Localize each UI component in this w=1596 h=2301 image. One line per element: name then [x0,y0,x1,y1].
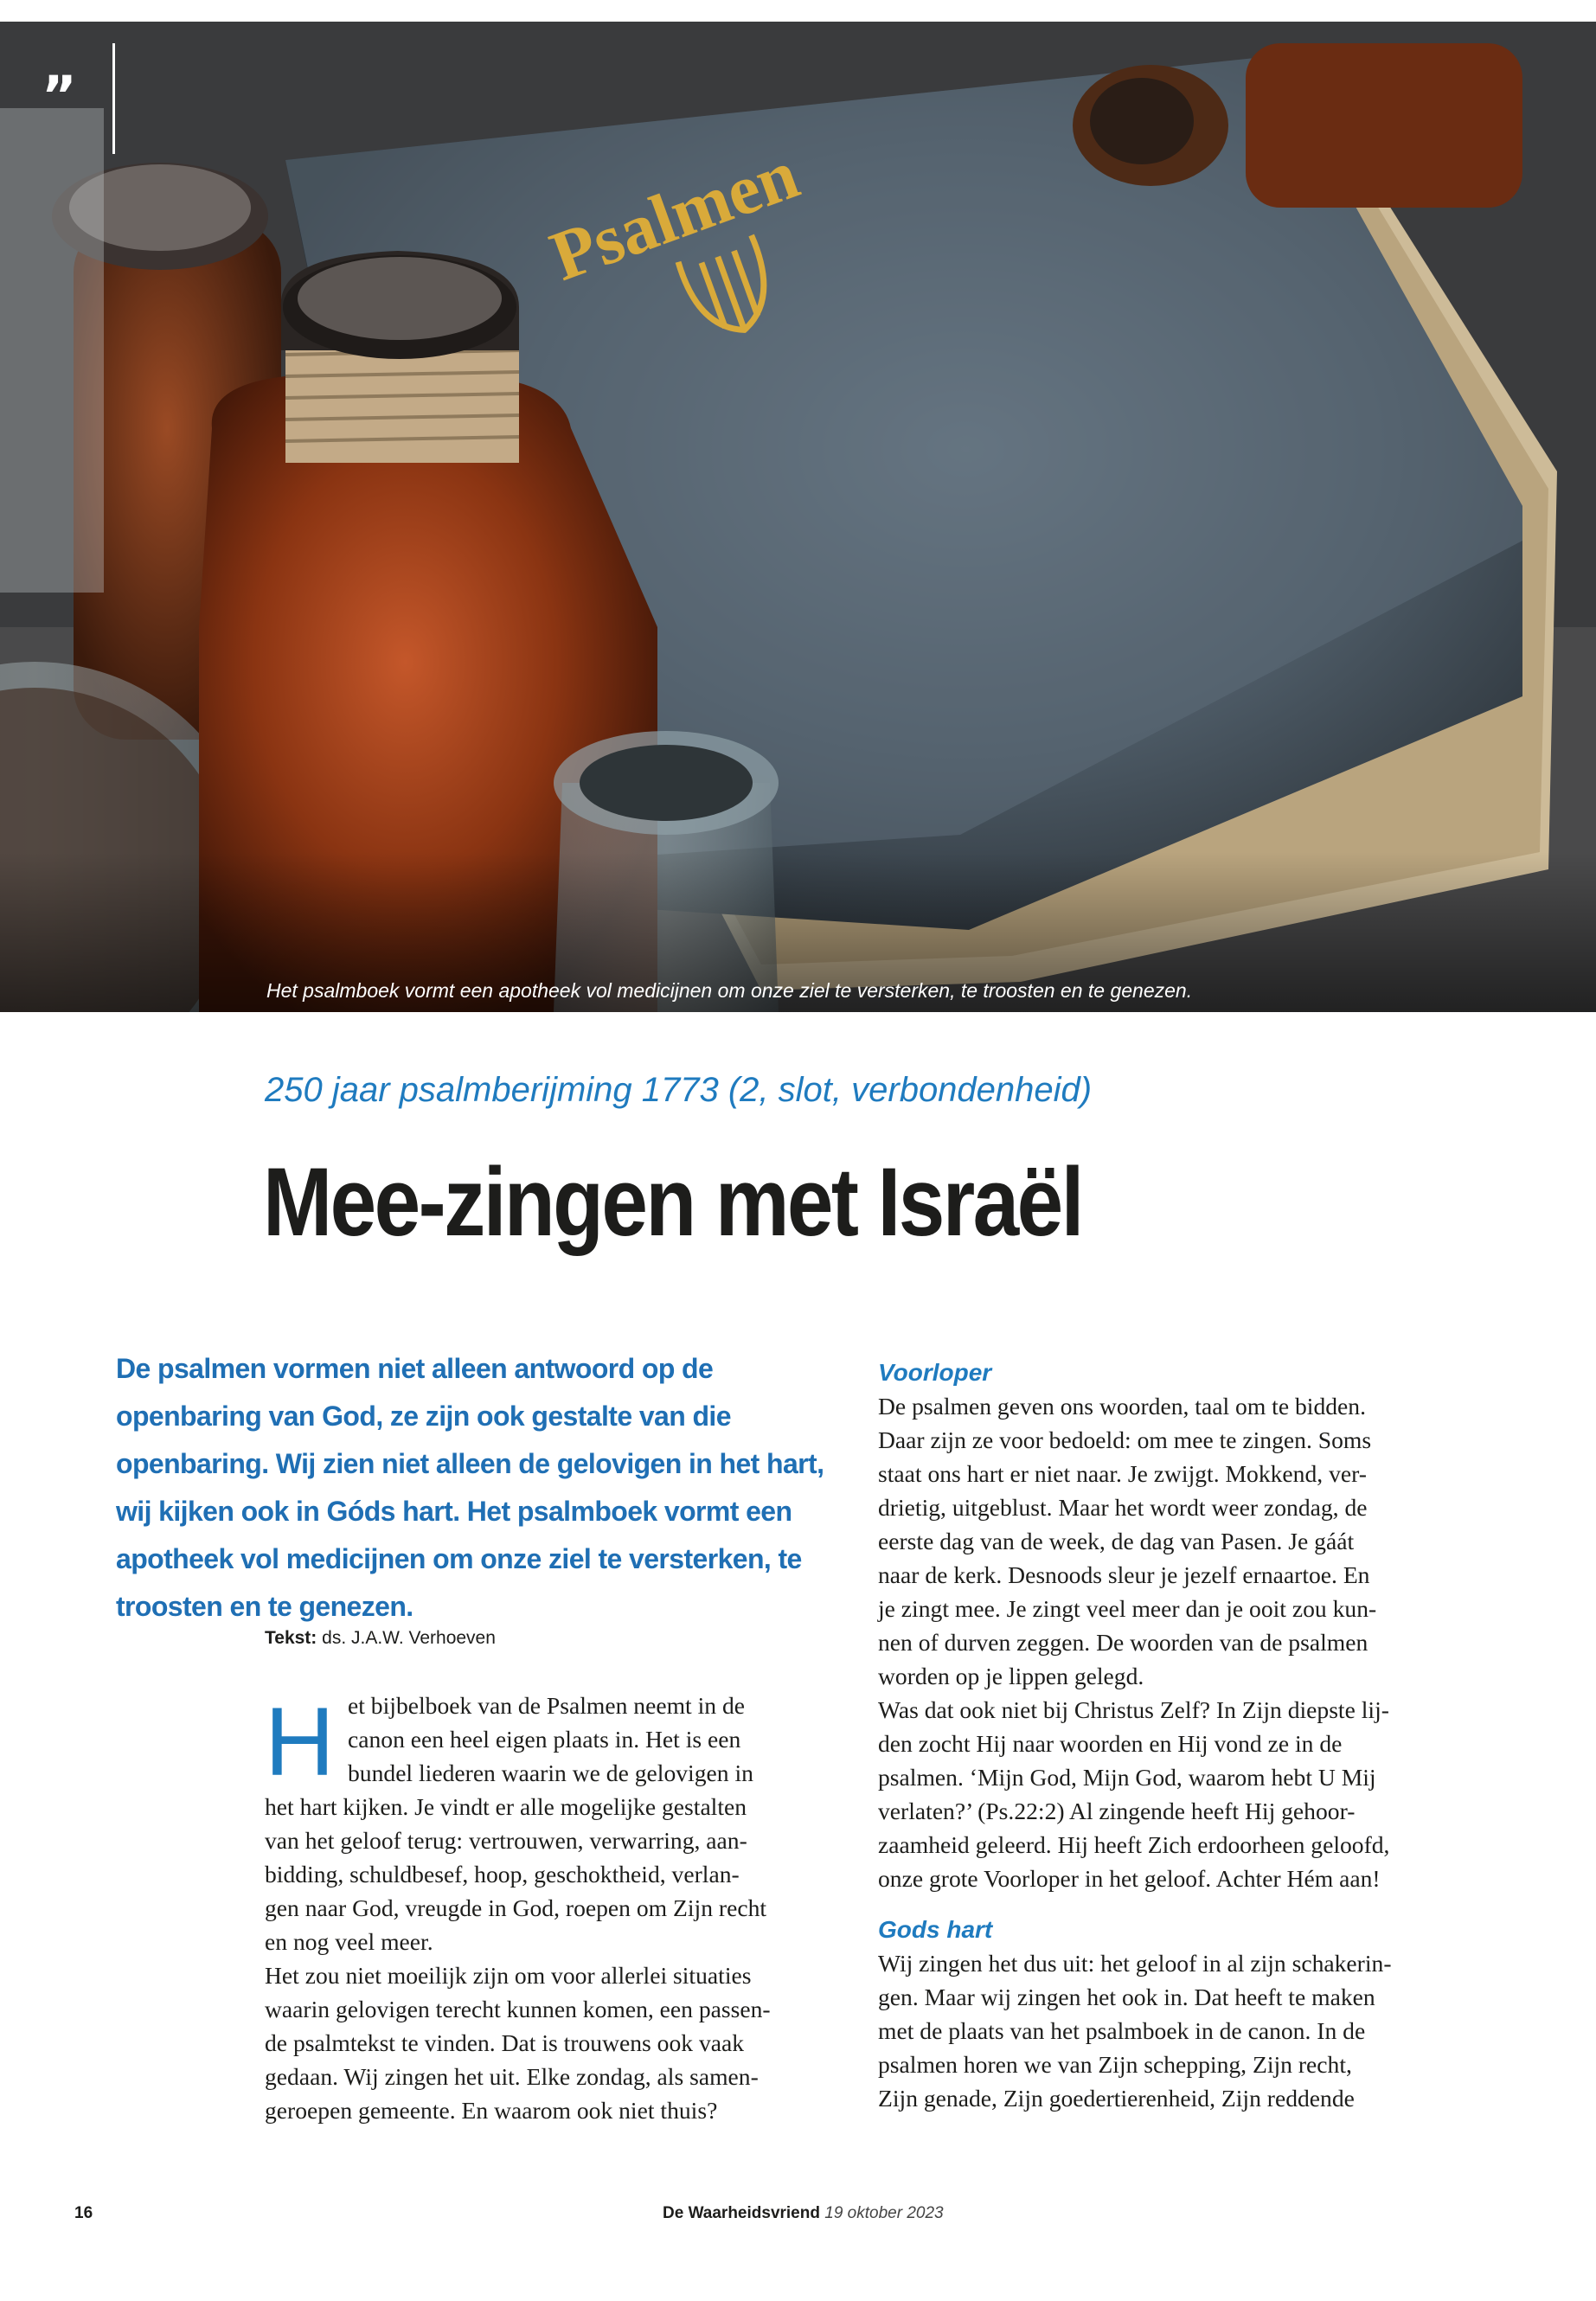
magazine-footer [663,2204,944,2223]
paragraph-line: je zingt mee. Je zingt veel meer dan je ooit zou kun- [878,1595,1377,1622]
section-gap [878,1895,1449,1913]
magazine-name: De Waarheidsvriend [663,2204,820,2222]
article-headline: Mee-zingen met Israël [263,1148,1082,1256]
paragraph-line: de psalmtekst te vinden. Dat is trouwens ook vaak [265,2029,745,2056]
subheading-gods-hart: Gods hart [878,1916,993,1943]
paragraph-line: psalmen. ‘Mijn God, Mijn God, waarom hebt U Mij [878,1764,1376,1791]
hero-photo [0,22,1596,1012]
paragraph-line: De psalmen geven ons woorden, taal om te bidden. [878,1393,1366,1420]
paragraph-line: zaamheid geleerd. Hij heeft Zich erdoorheen geloofd, [878,1831,1390,1858]
paragraph-line: verlaten?’ (Ps.22:2) Al zingende heeft Hij gehoor- [878,1798,1356,1824]
book-title: Psalmen [541,134,809,296]
page-number: 16 [74,2204,93,2222]
paragraph-line: drietig, uitgeblust. Maar het wordt weer zondag, de [878,1494,1368,1521]
byline-author: ds. J.A.W. Verhoeven [322,1628,496,1648]
quote-icon: ” [42,64,77,127]
paragraph-line: het hart kijken. Je vindt er alle mogelijke gestalten [265,1793,747,1820]
paragraph-line: eerste dag van de week, de dag van Pasen. Je gáát [878,1528,1355,1554]
paragraph-line: canon een heel eigen plaats in. Het is een [348,1726,741,1753]
paragraph-line: psalmen horen we van Zijn schepping, Zijn recht, [878,2051,1352,2078]
article-intro: De psalmen vormen niet alleen antwoord op de openbaring van God, ze zijn ook gestalte van die openbaring. Wij zien niet alleen de gelovigen in het hart, wij kijken ook in Góds hart. Het psalmboek vormt een apotheek vol medicijnen om onze ziel te versterken, te troosten en te genezen. [116,1353,824,1622]
paragraph-line: onze grote Voorloper in het geloof. Achter Hém aan! [878,1865,1381,1892]
photo-caption: Het psalmboek vormt een apotheek vol medicijnen om onze ziel te versterken, te troosten en te genezen. [266,979,1193,1002]
paragraph-line: waarin gelovigen terecht kunnen komen, een passen- [265,1996,771,2022]
paragraph-line: bundel liederen waarin we de gelovigen in [348,1759,753,1786]
paragraph-line: geroepen gemeente. En waarom ook niet thuis? [265,2097,718,2124]
psalm-book-and-bottles-illustration [0,22,1596,1012]
paragraph-line: staat ons hart er niet naar. Je zwijgt. Mokkend, ver- [878,1460,1367,1487]
right-column [878,1356,1449,2115]
paragraph-line: et bijbelboek van de Psalmen neemt in de [348,1692,746,1719]
paragraph-line: Was dat ook niet bij Christus Zelf? In Zijn diepste lij- [878,1696,1389,1723]
paragraph-line: worden op je lippen gelegd. [878,1663,1144,1689]
paragraph-line: den zocht Hij naar woorden en Hij vond ze in de [878,1730,1343,1757]
drop-cap: H [265,1688,335,1796]
paragraph-line: met de plaats van het psalmboek in de canon. In de [878,2017,1366,2044]
paragraph-line: gedaan. Wij zingen het uit. Elke zondag, als samen- [265,2063,759,2090]
paragraph-line: Het zou niet moeilijk zijn om voor allerlei situaties [265,1962,752,1989]
byline [265,1628,496,1649]
paragraph-line: Zijn genade, Zijn goedertierenheid, Zijn reddende [878,2085,1355,2112]
paragraph-line: Daar zijn ze voor bedoeld: om mee te zingen. Soms [878,1426,1372,1453]
paragraph-line: Wij zingen het dus uit: het geloof in al zijn schakerin- [878,1950,1392,1977]
series-kicker: 250 jaar psalmberijming 1773 (2, slot, verbondenheid) [265,1071,1093,1109]
quote-rule [112,43,115,154]
paragraph-line: bidding, schuldbesef, hoop, geschoktheid, verlan- [265,1861,740,1888]
subheading-voorloper: Voorloper [878,1359,992,1386]
paragraph-line: en nog veel meer. [265,1928,433,1955]
paragraph-line: van het geloof terug: vertrouwen, verwarring, aan- [265,1827,747,1854]
issue-date: 19 oktober 2023 [824,2204,944,2222]
paragraph-line: naar de kerk. Desnoods sleur je jezelf ernaartoe. En [878,1561,1370,1588]
paragraph-line: nen of durven zeggen. De woorden van de psalmen [878,1629,1368,1656]
left-column [265,1689,836,2127]
paragraph-line: gen. Maar wij zingen het ook in. Dat heeft te maken [878,1984,1375,2010]
byline-label: Tekst: [265,1628,317,1648]
paragraph-line: gen naar God, vreugde in God, roepen om Zijn recht [265,1894,767,1921]
